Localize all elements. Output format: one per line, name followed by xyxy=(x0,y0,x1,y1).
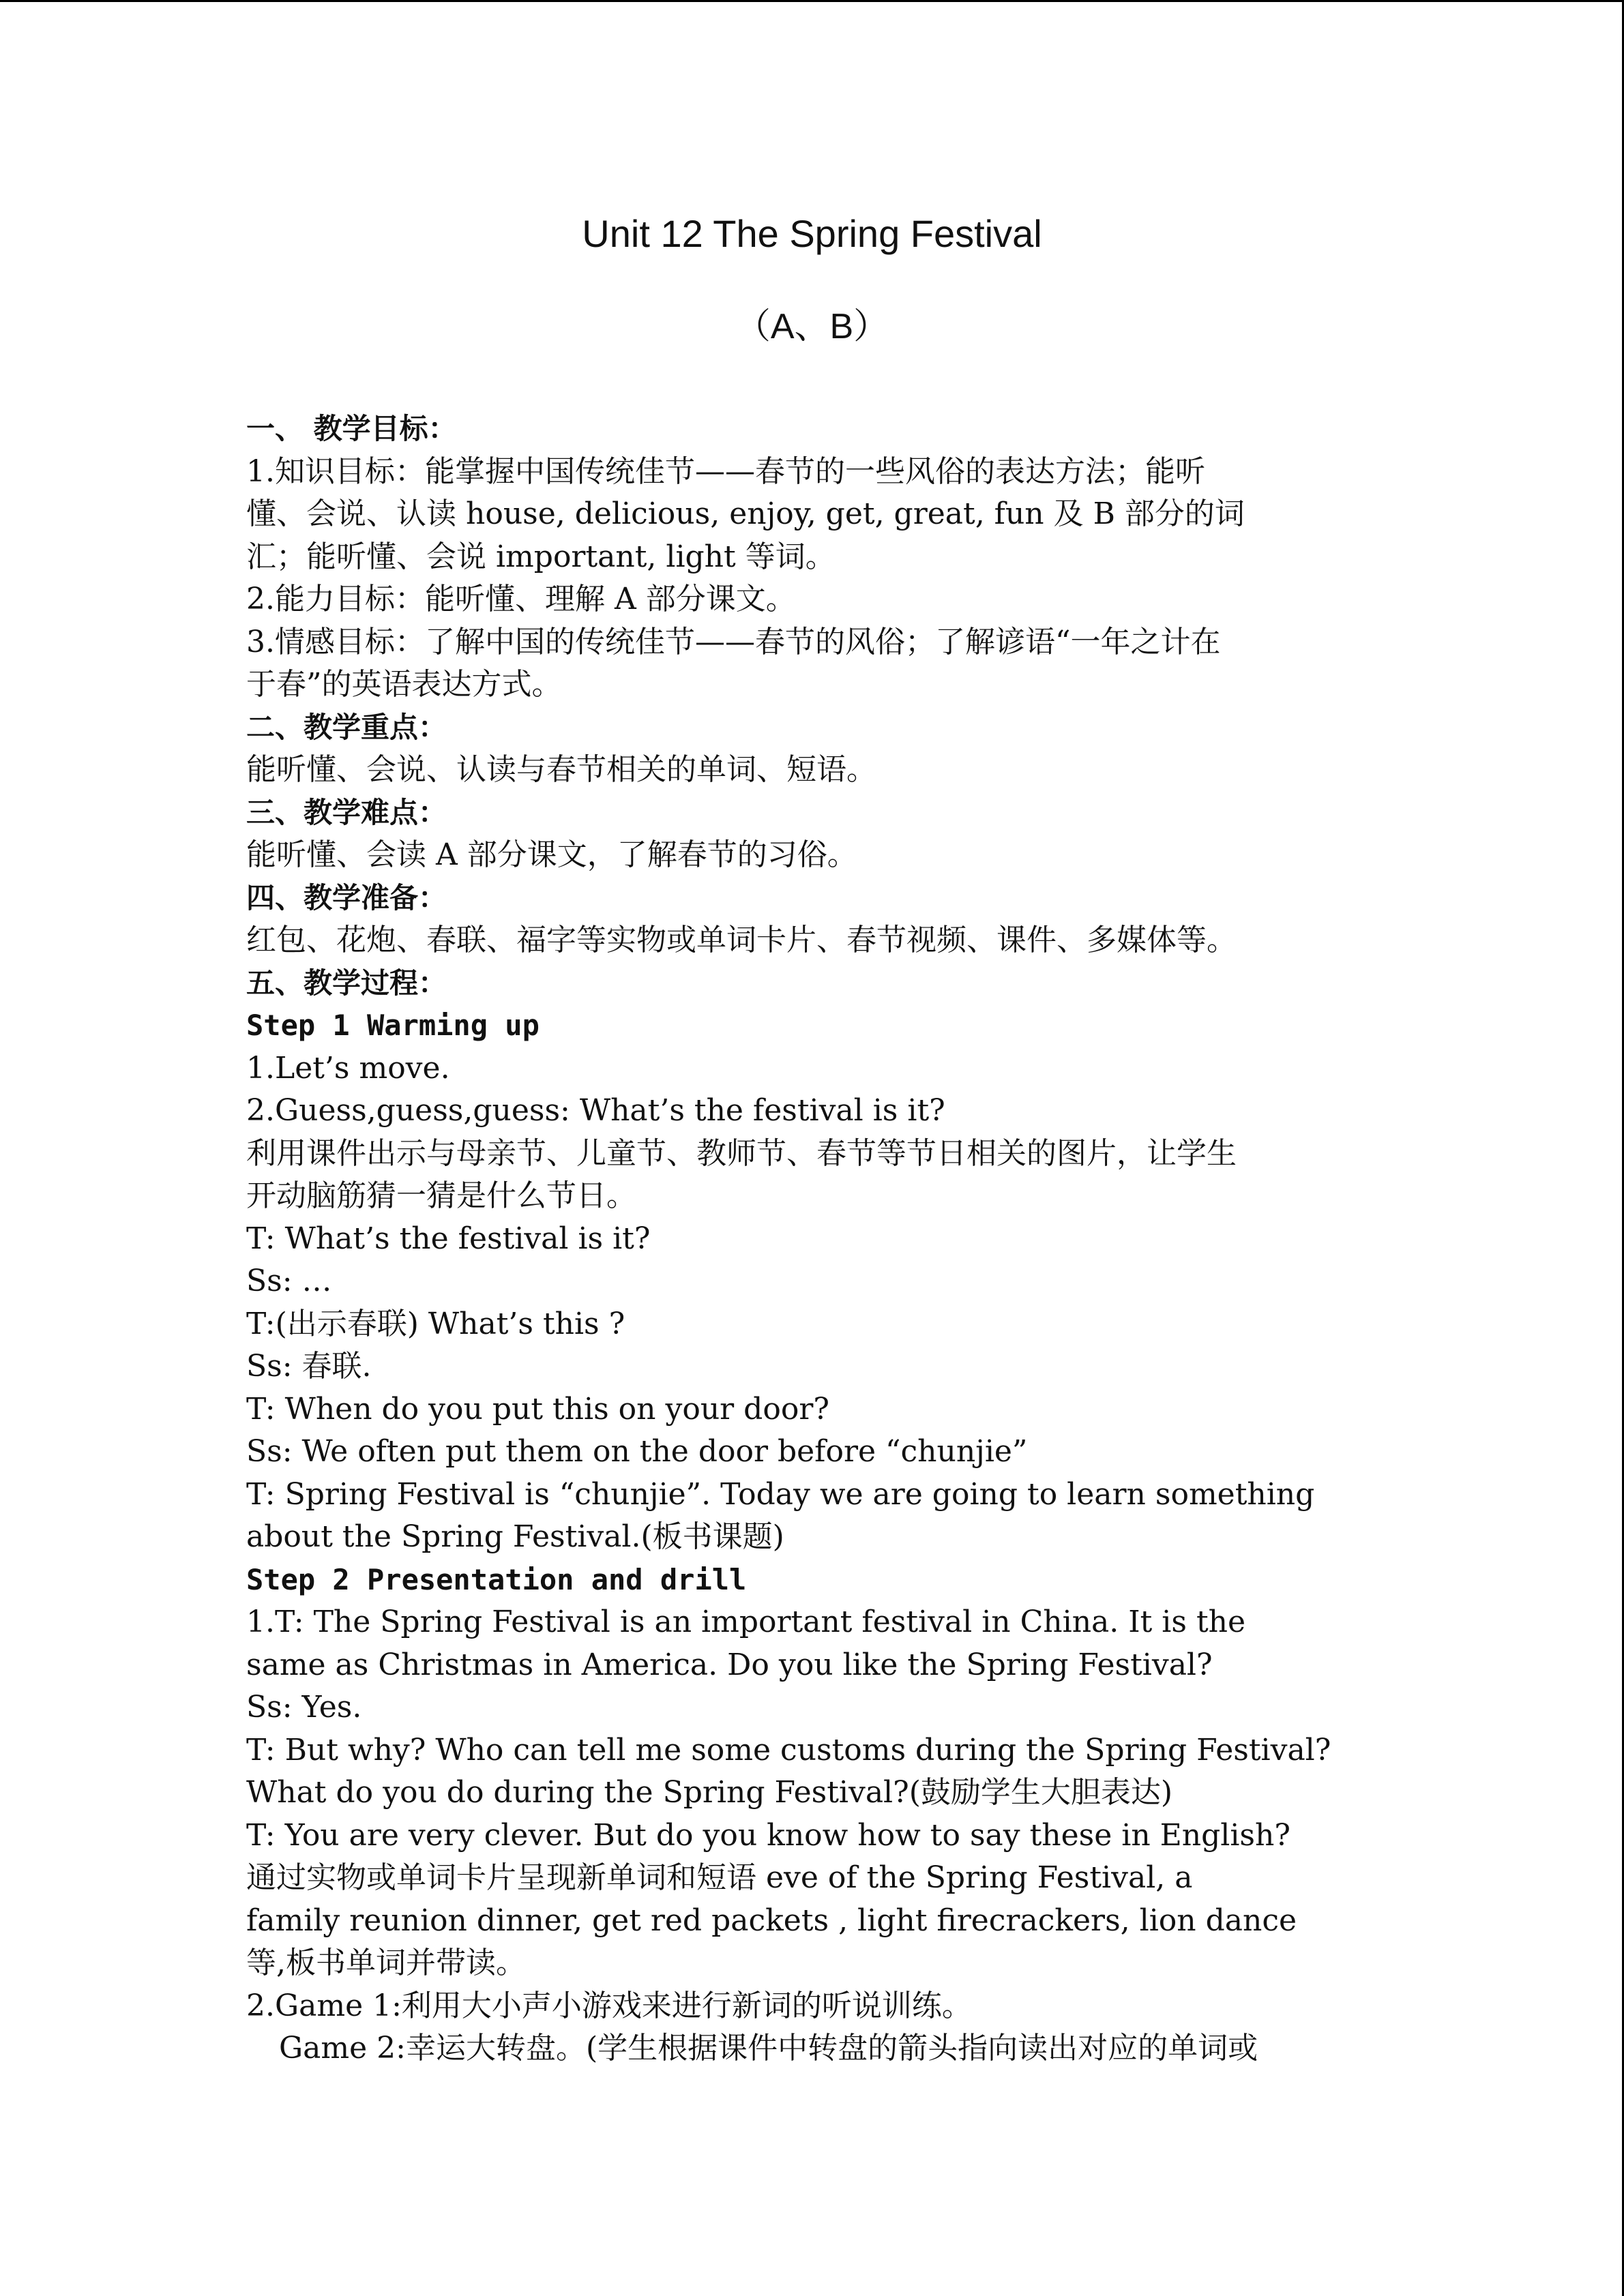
text-line: Ss: Yes. xyxy=(246,1690,362,1725)
text-line: T: What’s the festival is it? xyxy=(246,1221,651,1256)
step-heading: Step 1 Warming up xyxy=(246,1009,540,1042)
text-line: 等,板书单词并带读。 xyxy=(246,1945,526,1980)
section-heading: 四、教学准备： xyxy=(246,880,447,914)
text-line: Ss: … xyxy=(246,1264,332,1298)
text-line: 懂、会说、认读 house, delicious, enjoy, get, great, fun 及 B 部分的词 xyxy=(246,496,1245,531)
section-heading: 一、 教学目标： xyxy=(246,412,457,445)
text-line: 开动脑筋猜一猜是什么节日。 xyxy=(246,1178,636,1213)
text-line: What do you do during the Spring Festival?(鼓励学生大胆表达) xyxy=(246,1775,1173,1810)
top-border-line xyxy=(0,0,1624,2)
text-line: 汇；能听懂、会说 important, light 等词。 xyxy=(246,539,836,574)
text-line: 2.能力目标：能听懂、理解 A 部分课文。 xyxy=(246,582,796,616)
text-line: T: But why? Who can tell me some customs during the Spring Festival? xyxy=(246,1732,1331,1768)
text-line: 红包、花炮、春联、福字等实物或单词卡片、春节视频、课件、多媒体等。 xyxy=(246,923,1237,957)
text-line: 2.Guess,guess,guess: What’s the festival is it? xyxy=(246,1093,945,1128)
text-line: 1.T: The Spring Festival is an important festival in China. It is the xyxy=(246,1605,1245,1639)
text-line: 能听懂、会读 A 部分课文，了解春节的习俗。 xyxy=(246,837,857,872)
text-line: 于春”的英语表达方式。 xyxy=(246,667,562,702)
text-line: T: You are very clever. But do you know how to say these in English? xyxy=(246,1817,1290,1853)
document-title: Unit 12 The Spring Festival xyxy=(582,212,1042,255)
text-line: T:(出示春联) What’s this ? xyxy=(246,1306,625,1341)
text-line: same as Christmas in America. Do you like the Spring Festival? xyxy=(246,1647,1213,1682)
text-line: 1.Let’s move. xyxy=(246,1050,450,1086)
text-line: T: When do you put this on your door? xyxy=(246,1391,829,1427)
document-subtitle: （A、B） xyxy=(735,307,889,346)
section-heading: 三、教学难点： xyxy=(246,795,447,829)
text-line: Ss: We often put them on the door before “chunjie” xyxy=(246,1434,1028,1469)
step-heading: Step 2 Presentation and drill xyxy=(246,1562,747,1596)
text-line: 利用课件出示与母亲节、儿童节、教师节、春节等节日相关的图片，让学生 xyxy=(246,1135,1237,1171)
text-line: 3.情感目标：了解中国的传统佳节——春节的风俗；了解谚语“一年之计在 xyxy=(246,624,1221,659)
text-line: T: Spring Festival is “chunjie”. Today we are going to learn something xyxy=(246,1476,1315,1512)
text-line: about the Spring Festival.(板书课题) xyxy=(246,1519,784,1554)
text-line: 1.知识目标：能掌握中国传统佳节——春节的一些风俗的表达方法；能听 xyxy=(246,453,1205,489)
text-line: 2.Game 1:利用大小声小游戏来进行新词的听说训练。 xyxy=(246,1988,972,2023)
text-line: 能听懂、会说、认读与春节相关的单词、短语。 xyxy=(246,752,876,787)
section-heading: 二、教学重点： xyxy=(246,710,447,744)
text-line: Ss: 春联. xyxy=(246,1349,372,1384)
text-line: Game 2:幸运大转盘。(学生根据课件中转盘的箭头指向读出对应的单词或 xyxy=(279,2031,1258,2066)
section-heading: 五、教学过程： xyxy=(246,966,447,1000)
document-body xyxy=(246,408,1365,2070)
text-line: 通过实物或单词卡片呈现新单词和短语 eve of the Spring Festival, a xyxy=(246,1860,1193,1895)
text-line: family reunion dinner, get red packets , light firecrackers, lion dance xyxy=(246,1903,1297,1938)
